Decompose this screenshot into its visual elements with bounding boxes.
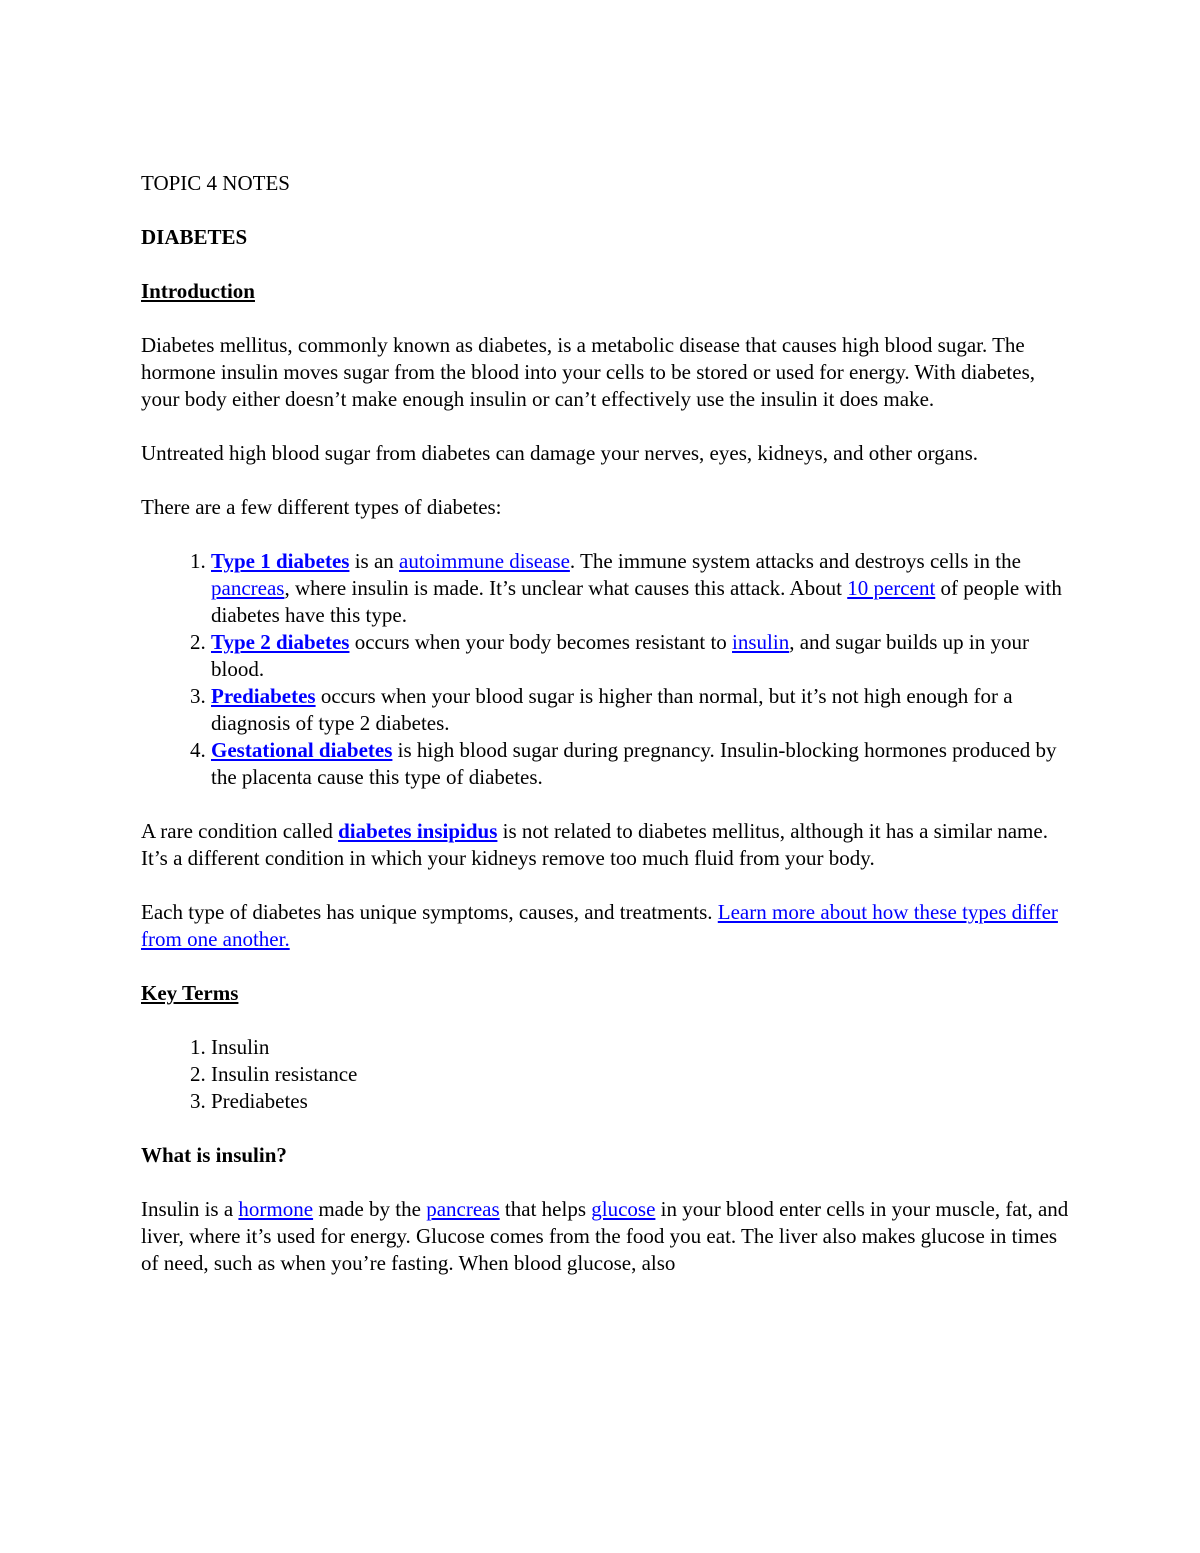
list-item-type-2: 2. Type 2 diabetes occurs when your body becomes resistant to insulin, and sugar builds up in your blood. [211,629,1071,683]
insipidus-paragraph: A rare condition called diabetes insipidus is not related to diabetes mellitus, although it has a similar name. It’s a different condition in which your kidneys remove too much fluid from your body. [141,819,1048,870]
type-1-diabetes-link[interactable]: Type 1 diabetes [211,549,350,573]
pancreas-link[interactable]: pancreas [211,576,285,600]
key-terms-heading: Key Terms [141,981,239,1005]
list-item-type-1: 1. Type 1 diabetes is an autoimmune disease. The immune system attacks and destroys cells in the pancreas, where insulin is made. It’s unclear what causes this attack. About 10 percent of people with diabetes have this type. [211,548,1071,629]
diabetes-insipidus-link[interactable]: diabetes insipidus [338,819,498,843]
insulin-paragraph: Insulin is a hormone made by the pancreas that helps glucose in your blood enter cells in your muscle, fat, and liver, where it’s used for energy. Glucose comes from the food you eat. The liver also makes glucose in times of need, such as when you’re fasting. When blood glucose, also [141,1197,1069,1275]
list-item: 2. Insulin resistance [211,1061,1071,1088]
type-2-diabetes-link[interactable]: Type 2 diabetes [211,630,350,654]
document-title: DIABETES [141,225,248,249]
diabetes-types-list [141,548,1071,791]
intro-paragraph-2: Untreated high blood sugar from diabetes can damage your nerves, eyes, kidneys, and other organs. [141,441,979,465]
gestational-diabetes-link[interactable]: Gestational diabetes [211,738,393,762]
key-terms-list [141,1034,1071,1115]
pancreas-link-2[interactable]: pancreas [426,1197,500,1221]
introduction-heading: Introduction [141,279,255,303]
list-item: 3. Prediabetes [211,1088,1071,1115]
prediabetes-link[interactable]: Prediabetes [211,684,316,708]
list-item-prediabetes: 3. Prediabetes occurs when your blood sugar is higher than normal, but it’s not high enough for a diagnosis of type 2 diabetes. [211,683,1071,737]
document-page [141,170,1071,1304]
insulin-link[interactable]: insulin [732,630,790,654]
topic-label: TOPIC 4 NOTES [141,171,290,195]
autoimmune-disease-link[interactable]: autoimmune disease [399,549,570,573]
what-is-insulin-heading: What is insulin? [141,1143,287,1167]
hormone-link[interactable]: hormone [238,1197,314,1221]
glucose-link[interactable]: glucose [591,1197,656,1221]
types-lead: There are a few different types of diabetes: [141,495,502,519]
list-item-gestational: 4. Gestational diabetes is high blood sugar during pregnancy. Insulin-blocking hormones produced by the placenta cause this type of diabetes. [211,737,1071,791]
intro-paragraph-1: Diabetes mellitus, commonly known as diabetes, is a metabolic disease that causes high blood sugar. The hormone insulin moves sugar from the blood into your cells to be stored or used for energy. With diabetes, your body either doesn’t make enough insulin or can’t effectively use the insulin it does make. [141,333,1036,411]
list-item: 1. Insulin [211,1034,1071,1061]
each-type-paragraph: Each type of diabetes has unique symptoms, causes, and treatments. Learn more about how these types differ from one another. [141,900,1058,951]
ten-percent-link[interactable]: 10 percent [847,576,936,600]
learn-more-link[interactable]: Learn more about how these types differ from one another. [141,900,1058,951]
